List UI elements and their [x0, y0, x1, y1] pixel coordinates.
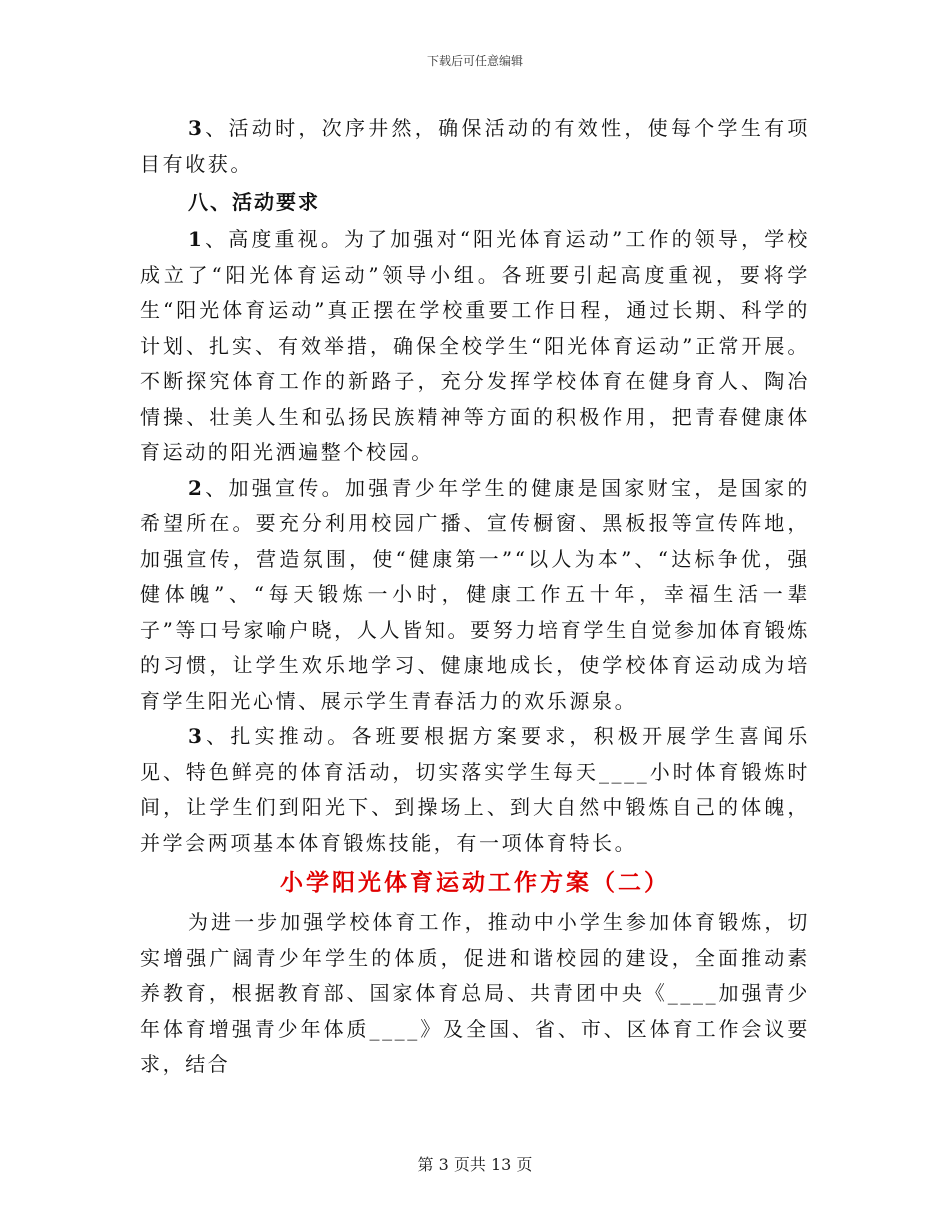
paragraph-number: 2	[188, 475, 205, 500]
paragraph-publicity	[140, 471, 810, 720]
paragraph-activity-order	[140, 111, 810, 182]
paragraph-number: 3	[188, 724, 205, 748]
page-number: 第 3 页共 13 页	[417, 1155, 533, 1174]
paragraph-text: 、加强宣传。加强青少年学生的健康是国家财宝，是国家的希望所在。要充分利用校园广播、宣传橱窗、黑板报等宣传阵地，加强宣传，营造氛围，使“健康第一”“以人为本”、“达标争优，强健体魄”、“每天锻炼一小时，健康工作五十年，幸福生活一辈子”等口号家喻户晓，人人皆知。要努力培育学生自觉参加体育锻炼的习惯，让学生欢乐地学习、健康地成长，使学校体育运动成为培育学生阳光心情、展示学生青春活力的欢乐源泉。	[140, 475, 810, 713]
section-title: 小学阳光体育运动工作方案（二）	[280, 869, 670, 896]
paragraph-attention	[140, 222, 810, 471]
paragraph-number: 3	[188, 116, 205, 140]
paragraph-implementation	[140, 719, 810, 861]
section-heading-requirements: 八、活动要求	[188, 190, 320, 214]
document-body	[140, 111, 810, 1083]
paragraph-text: 、扎实推动。各班要根据方案要求，积极开展学生喜闻乐见、特色鲜亮的体育活动，切实落实学生每天____小时体育锻炼时间，让学生们到阳光下、到操场上、到大自然中锻炼自己的体魄，并学会两项基本体育锻炼技能，有一项体育特长。	[140, 724, 810, 855]
page-header-note: 下载后可任意编辑	[426, 54, 523, 68]
paragraph-number: 1	[188, 227, 205, 251]
paragraph-text: 、高度重视。为了加强对“阳光体育运动”工作的领导，学校成立了“阳光体育运动”领导小组。各班要引起高度重视，要将学生“阳光体育运动”真正摆在学校重要工作日程，通过长期、科学的计划、扎实、有效举措，确保全校学生“阳光体育运动”正常开展。不断探究体育工作的新路子，充分发挥学校体育在健身育人、陶冶情操、壮美人生和弘扬民族精神等方面的积极作用，把青春健康体育运动的阳光洒遍整个校园。	[140, 227, 810, 464]
paragraph-text: 、活动时，次序井然，确保活动的有效性，使每个学生有项目有收获。	[140, 116, 810, 176]
paragraph-intro: 为进一步加强学校体育工作，推动中小学生参加体育锻炼，切实增强广阔青少年学生的体质，促进和谐校园的建设，全面推动素养教育，根据教育部、国家体育总局、共青团中央《____加强青少年体育增强青少年体质____》及全国、省、市、区体育工作会议要求，结合	[140, 910, 810, 1076]
